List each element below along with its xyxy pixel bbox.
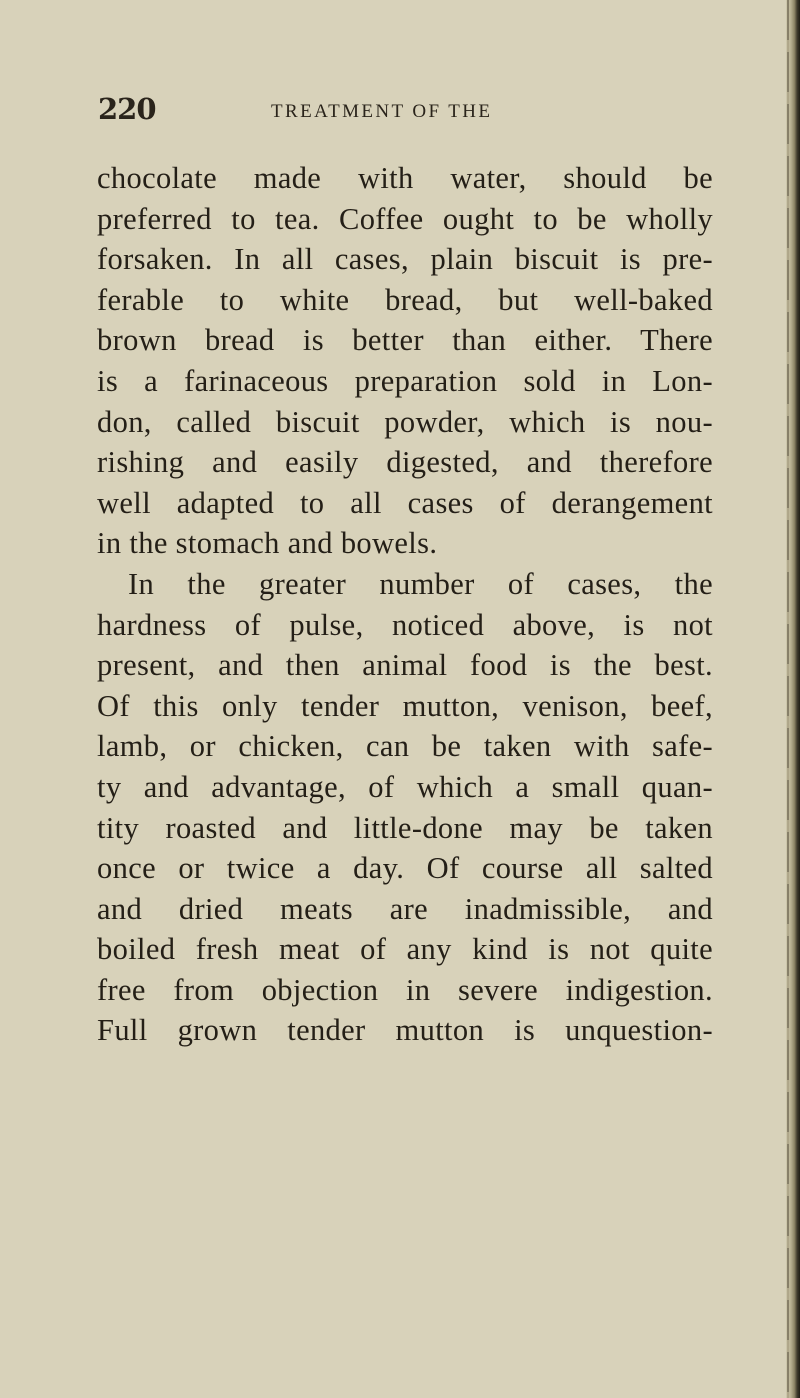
text-line: ty and advantage, of which a small quan- bbox=[97, 769, 713, 804]
text-line: once or twice a day. Of course all salted bbox=[97, 851, 713, 886]
text-line: and dried meats are inadmissible, and bbox=[97, 891, 713, 926]
text-line: ferable to white bread, but well-baked bbox=[97, 282, 713, 317]
text-line: free from objection in severe indigestion. bbox=[97, 972, 713, 1007]
text-line: well adapted to all cases of derangement bbox=[97, 485, 713, 520]
body-text bbox=[97, 158, 713, 1051]
text-line: present, and then animal food is the best. bbox=[97, 648, 713, 683]
text-line: hardness of pulse, noticed above, is not bbox=[97, 607, 713, 642]
text-line: Full grown tender mutton is unquestion- bbox=[97, 1013, 713, 1048]
text-line: chocolate made with water, should be bbox=[97, 161, 713, 195]
paragraph-first-line: In the greater number of cases, the bbox=[128, 566, 713, 601]
page-edge-line bbox=[787, 0, 789, 1398]
text-line: is a farinaceous preparation sold in Lon- bbox=[97, 363, 713, 398]
running-head: TREATMENT OF THE bbox=[271, 101, 493, 122]
page-header bbox=[98, 92, 718, 132]
text-line: don, called biscuit powder, which is nou- bbox=[97, 404, 713, 439]
text-line: in the stomach and bowels. bbox=[97, 526, 438, 561]
text-line: tity roasted and little-done may be taken bbox=[97, 810, 713, 845]
text-line: brown bread is better than either. There bbox=[97, 323, 713, 358]
text-line: forsaken. In all cases, plain biscuit is pre- bbox=[97, 242, 713, 277]
text-line: boiled fresh meat of any kind is not quite bbox=[97, 932, 713, 967]
page-number: 220 bbox=[98, 92, 156, 126]
text-line: rishing and easily digested, and therefore bbox=[97, 445, 713, 480]
text-line: lamb, or chicken, can be taken with safe- bbox=[97, 729, 713, 764]
text-line: preferred to tea. Coffee ought to be wholly bbox=[97, 201, 713, 236]
text-line: Of this only tender mutton, venison, beef, bbox=[97, 688, 713, 723]
